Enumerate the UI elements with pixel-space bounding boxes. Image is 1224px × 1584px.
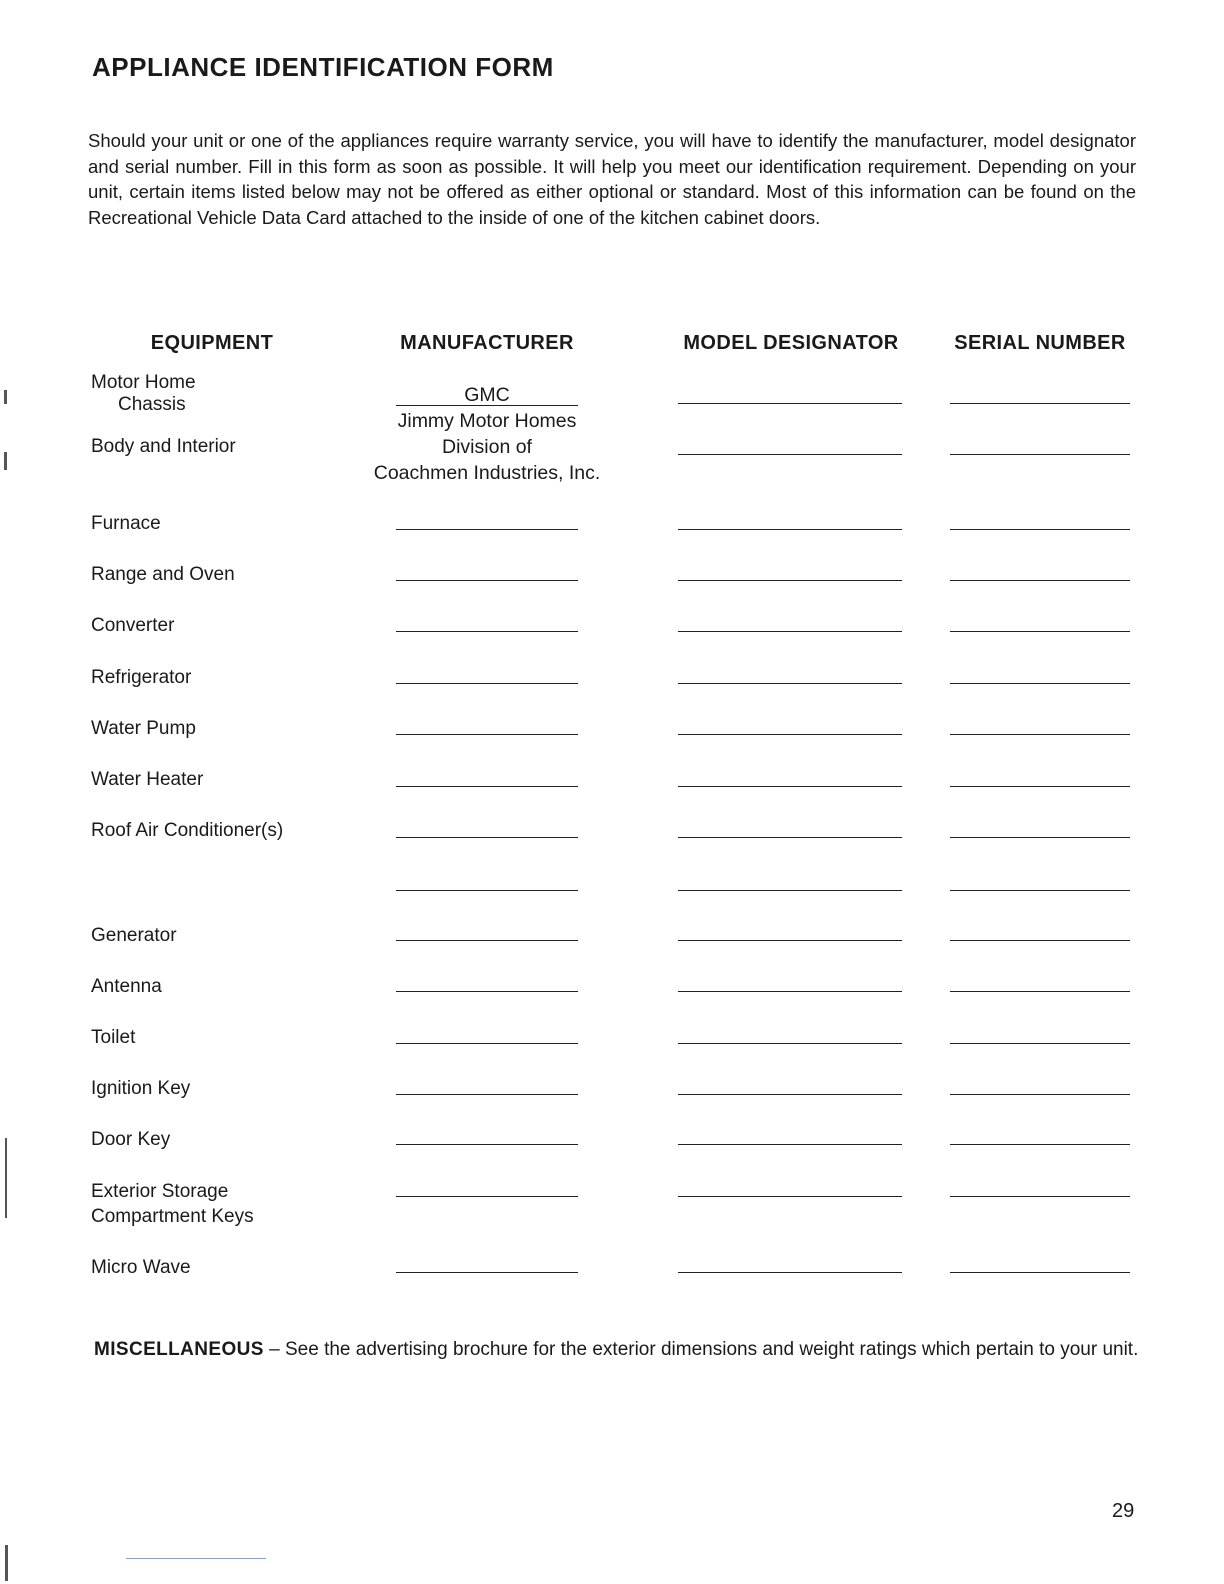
miscellaneous-note (94, 1336, 1154, 1363)
manufacturer-value-body-line3: Coachmen Industries, Inc. (373, 462, 601, 484)
equipment-label-micro-wave: Micro Wave (91, 1257, 191, 1278)
column-header-serial-number: SERIAL NUMBER (954, 332, 1126, 354)
equipment-label-door-key: Door Key (91, 1129, 171, 1150)
serial-field-antenna[interactable] (950, 991, 1130, 992)
model-field-roof-ac-1[interactable] (678, 837, 902, 838)
model-field-water-heater[interactable] (678, 786, 902, 787)
serial-field-storage-keys[interactable] (950, 1196, 1130, 1197)
serial-field-micro-wave[interactable] (950, 1272, 1130, 1273)
manufacturer-field-water-heater[interactable] (396, 786, 578, 787)
page-number: 29 (1112, 1500, 1135, 1522)
miscellaneous-heading: MISCELLANEOUS (94, 1339, 264, 1360)
serial-field-refrigerator[interactable] (950, 683, 1130, 684)
equipment-label-antenna: Antenna (91, 976, 162, 997)
equipment-label-refrigerator: Refrigerator (91, 667, 192, 688)
manufacturer-value-body-line2: Division of (442, 436, 532, 458)
serial-field-converter[interactable] (950, 631, 1130, 632)
scan-mark (5, 1545, 8, 1581)
manufacturer-field-micro-wave[interactable] (396, 1272, 578, 1273)
equipment-label-compartment-keys: Compartment Keys (91, 1206, 254, 1227)
model-field-range-oven[interactable] (678, 580, 902, 581)
column-header-equipment: EQUIPMENT (150, 332, 274, 354)
manufacturer-field-chassis[interactable] (396, 405, 578, 406)
intro-paragraph: Should your unit or one of the appliances require warranty service, you will have to identify the manufacturer, model designator and serial number. Fill in this form as soon as possible. It will help you meet our identification requirement. Depending on your unit, certain items listed below may not be offered as either optional or standard. Most of this information can be found on the Recreational Vehicle Data Card attached to the inside of one of the kitchen cabinet doors. (88, 130, 1136, 228)
serial-field-furnace[interactable] (950, 529, 1130, 530)
model-field-refrigerator[interactable] (678, 683, 902, 684)
serial-field-toilet[interactable] (950, 1043, 1130, 1044)
equipment-label-water-pump: Water Pump (91, 718, 196, 739)
scan-mark (5, 1138, 7, 1218)
equipment-label-body-interior: Body and Interior (91, 436, 236, 457)
model-field-body-interior[interactable] (678, 454, 902, 455)
serial-field-chassis[interactable] (950, 403, 1130, 404)
manufacturer-field-antenna[interactable] (396, 991, 578, 992)
serial-field-roof-ac-1[interactable] (950, 837, 1130, 838)
manufacturer-field-generator[interactable] (396, 940, 578, 941)
manufacturer-field-storage-keys[interactable] (396, 1196, 578, 1197)
equipment-label-water-heater: Water Heater (91, 769, 204, 790)
model-field-converter[interactable] (678, 631, 902, 632)
page-title: APPLIANCE IDENTIFICATION FORM (92, 52, 554, 82)
equipment-label-exterior-storage: Exterior Storage (91, 1181, 229, 1202)
manufacturer-field-furnace[interactable] (396, 529, 578, 530)
model-field-antenna[interactable] (678, 991, 902, 992)
equipment-label-toilet: Toilet (91, 1027, 136, 1048)
serial-field-water-heater[interactable] (950, 786, 1130, 787)
scan-mark (4, 452, 7, 470)
model-field-toilet[interactable] (678, 1043, 902, 1044)
equipment-label-generator: Generator (91, 925, 177, 946)
manufacturer-field-refrigerator[interactable] (396, 683, 578, 684)
manufacturer-field-roof-ac-2[interactable] (396, 890, 578, 891)
equipment-label-furnace: Furnace (91, 513, 161, 534)
model-field-roof-ac-2[interactable] (678, 890, 902, 891)
column-header-manufacturer: MANUFACTURER (400, 332, 574, 354)
model-field-chassis[interactable] (678, 403, 902, 404)
scan-mark (4, 390, 7, 404)
manufacturer-field-water-pump[interactable] (396, 734, 578, 735)
serial-field-water-pump[interactable] (950, 734, 1130, 735)
model-field-door-key[interactable] (678, 1144, 902, 1145)
manufacturer-value-chassis: GMC (464, 384, 510, 406)
scan-mark (126, 1558, 266, 1559)
serial-field-range-oven[interactable] (950, 580, 1130, 581)
manufacturer-value-body-line1: Jimmy Motor Homes (397, 410, 577, 432)
manufacturer-field-toilet[interactable] (396, 1043, 578, 1044)
serial-field-door-key[interactable] (950, 1144, 1130, 1145)
manufacturer-field-roof-ac-1[interactable] (396, 837, 578, 838)
column-header-model-designator: MODEL DESIGNATOR (683, 332, 899, 354)
model-field-water-pump[interactable] (678, 734, 902, 735)
serial-field-ignition-key[interactable] (950, 1094, 1130, 1095)
equipment-label-motor-home: Motor Home (91, 372, 196, 393)
equipment-label-converter: Converter (91, 615, 175, 636)
equipment-label-chassis: Chassis (118, 394, 186, 415)
equipment-label-range-oven: Range and Oven (91, 564, 235, 585)
equipment-label-roof-ac: Roof Air Conditioner(s) (91, 820, 284, 841)
manufacturer-field-converter[interactable] (396, 631, 578, 632)
miscellaneous-text: – See the advertising brochure for the exterior dimensions and weight ratings which pertain to your unit. (263, 1339, 1139, 1360)
model-field-generator[interactable] (678, 940, 902, 941)
model-field-furnace[interactable] (678, 529, 902, 530)
manufacturer-field-range-oven[interactable] (396, 580, 578, 581)
manufacturer-field-door-key[interactable] (396, 1144, 578, 1145)
model-field-storage-keys[interactable] (678, 1196, 902, 1197)
equipment-label-ignition-key: Ignition Key (91, 1078, 191, 1099)
serial-field-body-interior[interactable] (950, 454, 1130, 455)
serial-field-generator[interactable] (950, 940, 1130, 941)
serial-field-roof-ac-2[interactable] (950, 890, 1130, 891)
model-field-ignition-key[interactable] (678, 1094, 902, 1095)
model-field-micro-wave[interactable] (678, 1272, 902, 1273)
manufacturer-field-ignition-key[interactable] (396, 1094, 578, 1095)
